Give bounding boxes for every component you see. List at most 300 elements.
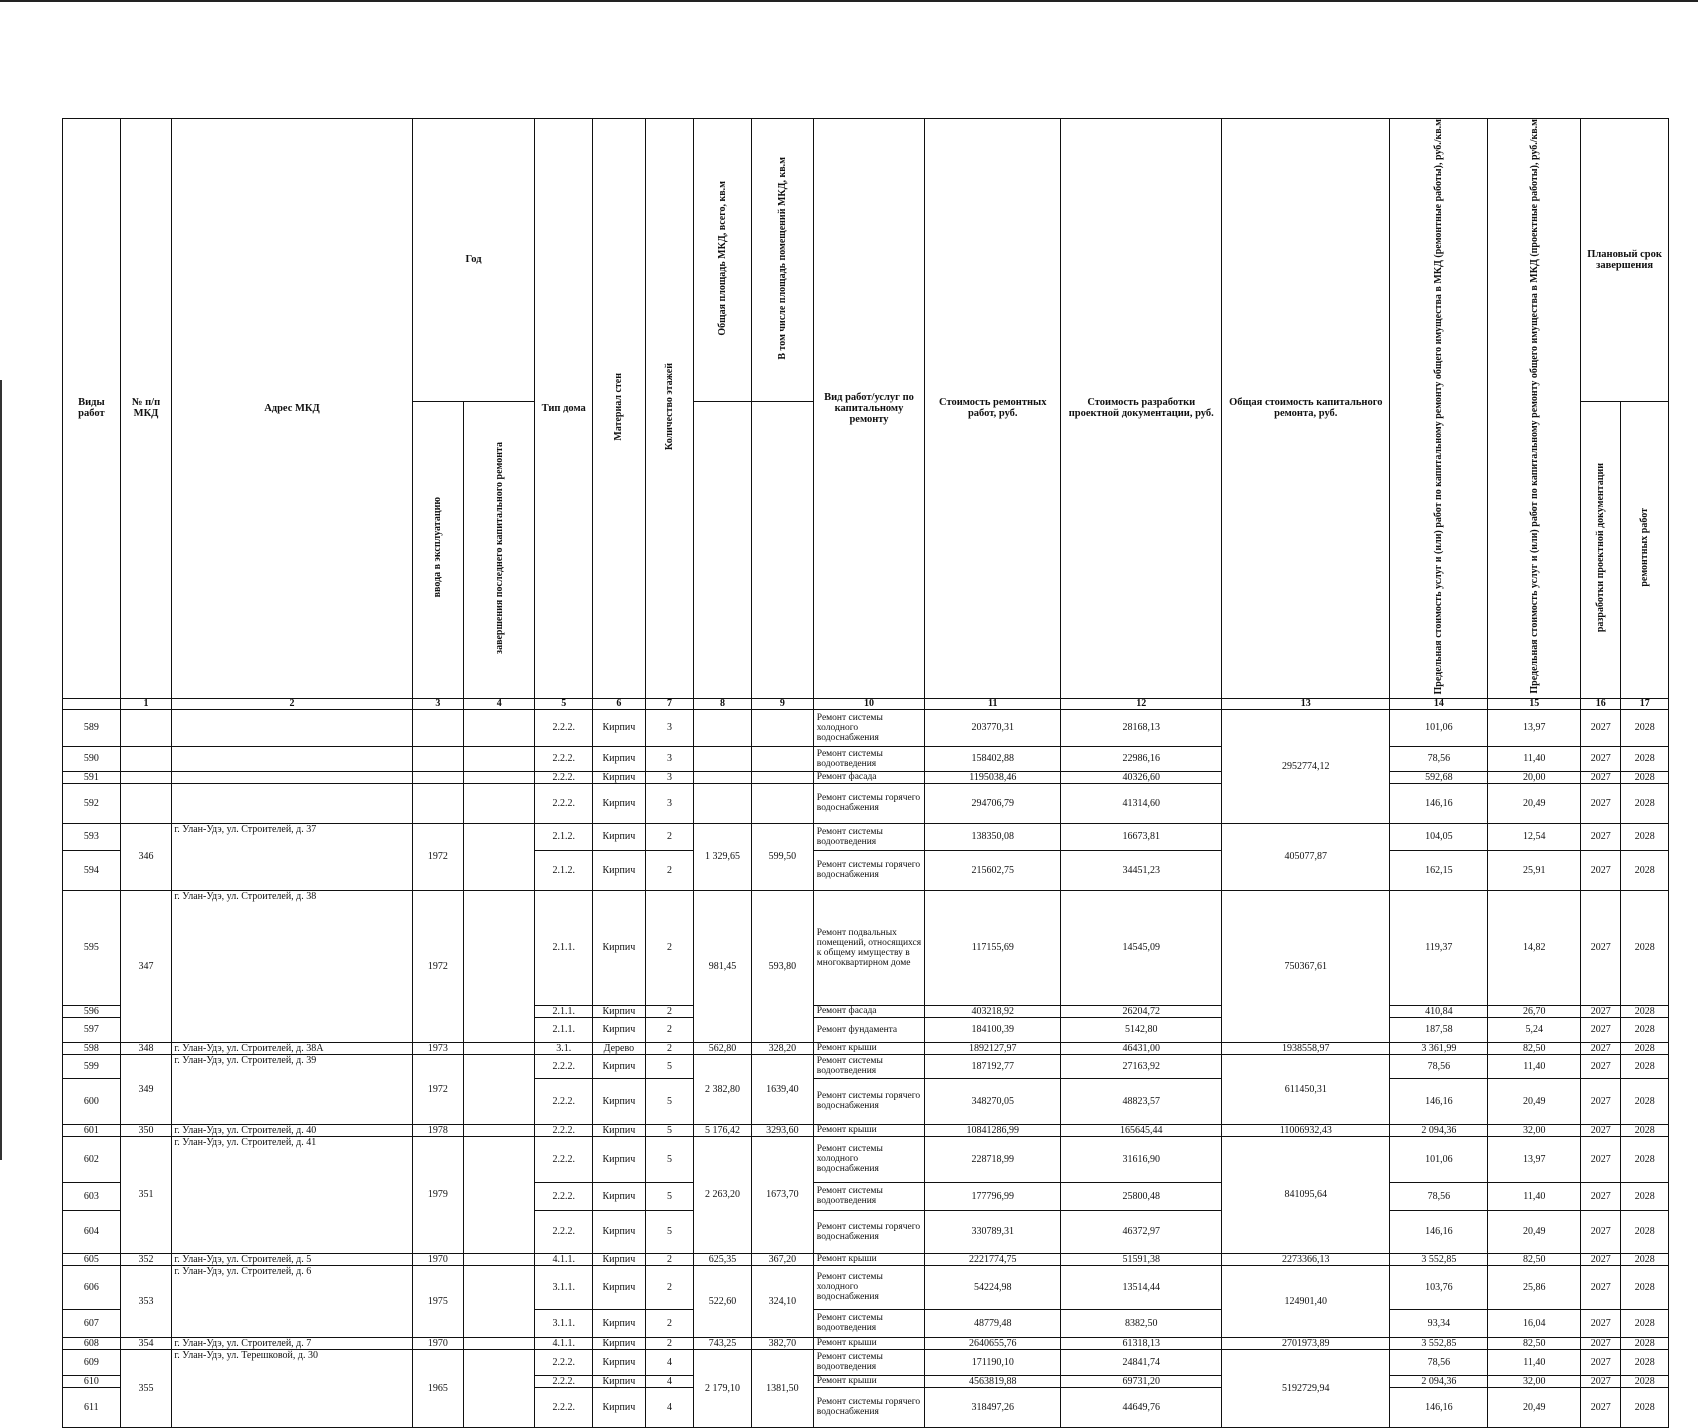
cell-cost-total: 750367,61: [1222, 890, 1390, 1042]
cell-cost-total: 2273366,13: [1222, 1253, 1390, 1265]
header-srok: Плановый срок завершения: [1581, 119, 1669, 402]
cell-area: 1 329,65: [694, 823, 752, 890]
cell-deadline-project: 2027: [1581, 783, 1621, 823]
cell-cost-repair: 117155,69: [925, 890, 1061, 1005]
cell-id: 601: [63, 1124, 121, 1136]
cell-material: Кирпич: [593, 1210, 646, 1253]
cell-type: 4.1.1.: [535, 1253, 593, 1265]
cell-work: Ремонт фундамента: [813, 1017, 924, 1042]
cell-work: Ремонт системы водоотведения: [813, 823, 924, 850]
col-number: 13: [1222, 698, 1390, 709]
cell-type: 2.2.2.: [535, 1136, 593, 1182]
table-row: [63, 1253, 1669, 1265]
cell-work: Ремонт системы водоотведения: [813, 1309, 924, 1337]
cell-type: 2.1.2.: [535, 850, 593, 890]
cell-deadline-repair: 2028: [1621, 1253, 1669, 1265]
cell-floors: 4: [645, 1387, 693, 1427]
col-number: 7: [645, 698, 693, 709]
cell-material: Кирпич: [593, 783, 646, 823]
cell-year-repair: [464, 1124, 535, 1136]
cell-id: 611: [63, 1387, 121, 1427]
cell-floors: 3: [645, 746, 693, 771]
cell-id: 598: [63, 1042, 121, 1054]
col-number: 8: [694, 698, 752, 709]
cell-limit-project: 11,40: [1488, 746, 1581, 771]
cell-type: 2.2.2.: [535, 1078, 593, 1124]
cell-year: [412, 771, 464, 783]
col-number: 6: [593, 698, 646, 709]
cell-id: 605: [63, 1253, 121, 1265]
col-number: 5: [535, 698, 593, 709]
cell-deadline-project: 2027: [1581, 850, 1621, 890]
cell-work: Ремонт системы горячего водоснабжения: [813, 1078, 924, 1124]
cell-cost-project: 61318,13: [1061, 1337, 1222, 1349]
cell-area: 743,25: [694, 1337, 752, 1349]
cell-cost-repair: 403218,92: [925, 1005, 1061, 1017]
cell-limit-project: 25,86: [1488, 1265, 1581, 1309]
cell-type: 2.2.2.: [535, 771, 593, 783]
cell-id: 606: [63, 1265, 121, 1309]
cell-limit-project: 20,49: [1488, 783, 1581, 823]
cell-cost-project: 8382,50: [1061, 1309, 1222, 1337]
cell-cost-repair: 294706,79: [925, 783, 1061, 823]
cell-deadline-project: 2027: [1581, 1337, 1621, 1349]
header-ploshad-vsego: Общая площадь МКД, всего, кв.м: [694, 119, 752, 402]
cell-cost-project: 27163,92: [1061, 1054, 1222, 1078]
capital-repair-table: [62, 118, 1669, 1428]
cell-material: Кирпич: [593, 1309, 646, 1337]
cell-limit-repair: 101,06: [1390, 709, 1488, 746]
cell-cost-repair: 1195038,46: [925, 771, 1061, 783]
cell-cost-repair: 177796,99: [925, 1182, 1061, 1210]
cell-area2: [751, 709, 813, 746]
cell-cost-total: 841095,64: [1222, 1136, 1390, 1253]
cell-year: 1972: [412, 823, 464, 890]
header-srok-proekt: разработки проектной документации: [1581, 401, 1621, 698]
cell-area: 981,45: [694, 890, 752, 1042]
cell-deadline-repair: 2028: [1621, 783, 1669, 823]
cell-type: 4.1.1.: [535, 1337, 593, 1349]
header-god: Год: [412, 119, 535, 402]
cell-deadline-project: 2027: [1581, 1017, 1621, 1042]
cell-id: 591: [63, 771, 121, 783]
cell-limit-repair: 103,76: [1390, 1265, 1488, 1309]
cell-deadline-repair: 2028: [1621, 1349, 1669, 1375]
cell-cost-project: 46372,97: [1061, 1210, 1222, 1253]
cell-year-repair: [464, 746, 535, 771]
cell-cost-project: 24841,74: [1061, 1349, 1222, 1375]
cell-limit-project: 20,49: [1488, 1210, 1581, 1253]
cell-cost-total: 11006932,43: [1222, 1124, 1390, 1136]
table-row: [63, 890, 1669, 1005]
cell-area2: 1639,40: [751, 1054, 813, 1124]
cell-work: Ремонт подвальных помещений, относящихся к общему имуществу в многоквартирном доме: [813, 890, 924, 1005]
col-number: 10: [813, 698, 924, 709]
cell-deadline-repair: 2028: [1621, 1182, 1669, 1210]
cell-id: 610: [63, 1375, 121, 1387]
header-god-remonta: завершения последнего капитального ремонта: [464, 401, 535, 698]
cell-area: [694, 783, 752, 823]
cell-type: 3.1.1.: [535, 1265, 593, 1309]
cell-num: [120, 746, 172, 771]
cell-year: 1975: [412, 1265, 464, 1337]
cell-limit-project: 12,54: [1488, 823, 1581, 850]
cell-floors: 4: [645, 1375, 693, 1387]
cell-deadline-project: 2027: [1581, 1124, 1621, 1136]
cell-limit-project: 16,04: [1488, 1309, 1581, 1337]
cell-area2: [751, 771, 813, 783]
cell-floors: 3: [645, 709, 693, 746]
cell-area2: 1673,70: [751, 1136, 813, 1253]
cell-work: Ремонт системы холодного водоснабжения: [813, 1136, 924, 1182]
cell-limit-project: 14,82: [1488, 890, 1581, 1005]
cell-year: 1965: [412, 1349, 464, 1427]
cell-addr: г. Улан-Удэ, ул. Строителей, д. 41: [172, 1136, 412, 1253]
cell-material: Кирпич: [593, 1136, 646, 1182]
cell-limit-repair: 2 094,36: [1390, 1124, 1488, 1136]
cell-floors: 5: [645, 1136, 693, 1182]
cell-area2: [751, 746, 813, 771]
cell-limit-project: 82,50: [1488, 1042, 1581, 1054]
cell-cost-repair: 228718,99: [925, 1136, 1061, 1182]
cell-material: Кирпич: [593, 1182, 646, 1210]
cell-num: 350: [120, 1124, 172, 1136]
cell-deadline-repair: 2028: [1621, 1375, 1669, 1387]
header-stoim-obshaya: Общая стоимость капитального ремонта, руб.: [1222, 119, 1390, 699]
cell-deadline-project: 2027: [1581, 1375, 1621, 1387]
cell-addr: г. Улан-Удэ, ул. Строителей, д. 5: [172, 1253, 412, 1265]
cell-floors: 5: [645, 1182, 693, 1210]
cell-year-repair: [464, 890, 535, 1042]
cell-area2: 599,50: [751, 823, 813, 890]
cell-work: Ремонт системы горячего водоснабжения: [813, 783, 924, 823]
page-top-border: [0, 0, 1698, 2]
table-row: [63, 823, 1669, 850]
cell-id: 589: [63, 709, 121, 746]
cell-num: 349: [120, 1054, 172, 1124]
table-row: [63, 1136, 1669, 1182]
cell-material: Кирпич: [593, 709, 646, 746]
cell-cost-project: 13514,44: [1061, 1265, 1222, 1309]
cell-limit-repair: 146,16: [1390, 1387, 1488, 1427]
cell-num: 352: [120, 1253, 172, 1265]
cell-area2: 324,10: [751, 1265, 813, 1337]
header-pred-proekt: Предельная стоимость услуг и (или) работ по капитальному ремонту общего имущества в МКД (проектные работы), руб./кв.м: [1488, 119, 1581, 699]
cell-floors: 2: [645, 850, 693, 890]
cell-deadline-repair: 2028: [1621, 1337, 1669, 1349]
cell-area: 522,60: [694, 1265, 752, 1337]
cell-area2: 328,20: [751, 1042, 813, 1054]
cell-floors: 2: [645, 823, 693, 850]
cell-area: 562,80: [694, 1042, 752, 1054]
header-adres: Адрес МКД: [172, 119, 412, 699]
cell-year-repair: [464, 1136, 535, 1253]
cell-area: 5 176,42: [694, 1124, 752, 1136]
cell-work: Ремонт крыши: [813, 1375, 924, 1387]
cell-deadline-repair: 2028: [1621, 771, 1669, 783]
cell-work: Ремонт системы водоотведения: [813, 746, 924, 771]
cell-work: Ремонт крыши: [813, 1124, 924, 1136]
cell-addr: [172, 771, 412, 783]
cell-limit-project: 11,40: [1488, 1349, 1581, 1375]
cell-id: 593: [63, 823, 121, 850]
cell-work: Ремонт системы горячего водоснабжения: [813, 1387, 924, 1427]
cell-year-repair: [464, 1253, 535, 1265]
cell-cost-project: 48823,57: [1061, 1078, 1222, 1124]
cell-limit-repair: 119,37: [1390, 890, 1488, 1005]
cell-limit-project: 5,24: [1488, 1017, 1581, 1042]
header-etazhi: Количество этажей: [645, 119, 693, 699]
cell-cost-project: 34451,23: [1061, 850, 1222, 890]
cell-material: Кирпич: [593, 1375, 646, 1387]
cell-year: [412, 746, 464, 771]
cell-floors: 3: [645, 771, 693, 783]
cell-deadline-project: 2027: [1581, 1387, 1621, 1427]
cell-addr: г. Улан-Удэ, ул. Строителей, д. 38А: [172, 1042, 412, 1054]
cell-area: 2 382,80: [694, 1054, 752, 1124]
cell-cost-project: 51591,38: [1061, 1253, 1222, 1265]
cell-deadline-project: 2027: [1581, 771, 1621, 783]
cell-limit-repair: 78,56: [1390, 1182, 1488, 1210]
cell-deadline-repair: 2028: [1621, 709, 1669, 746]
cell-deadline-repair: 2028: [1621, 1210, 1669, 1253]
cell-cost-repair: 318497,26: [925, 1387, 1061, 1427]
cell-limit-repair: 162,15: [1390, 850, 1488, 890]
cell-deadline-repair: 2028: [1621, 1005, 1669, 1017]
cell-deadline-repair: 2028: [1621, 1017, 1669, 1042]
cell-cost-repair: 2221774,75: [925, 1253, 1061, 1265]
header-ploshad-pomesh-sub: [751, 401, 813, 698]
cell-type: 2.2.2.: [535, 1124, 593, 1136]
cell-limit-project: 20,49: [1488, 1387, 1581, 1427]
cell-floors: 5: [645, 1124, 693, 1136]
cell-limit-repair: 146,16: [1390, 1210, 1488, 1253]
cell-cost-repair: 215602,75: [925, 850, 1061, 890]
cell-id: 604: [63, 1210, 121, 1253]
cell-deadline-project: 2027: [1581, 890, 1621, 1005]
table-row: [63, 746, 1669, 771]
cell-limit-repair: 2 094,36: [1390, 1375, 1488, 1387]
cell-cost-repair: 1892127,97: [925, 1042, 1061, 1054]
cell-type: 2.2.2.: [535, 1210, 593, 1253]
cell-cost-total: 2701973,89: [1222, 1337, 1390, 1349]
cell-type: 2.1.1.: [535, 890, 593, 1005]
cell-cost-project: 26204,72: [1061, 1005, 1222, 1017]
cell-limit-repair: 78,56: [1390, 1349, 1488, 1375]
cell-deadline-project: 2027: [1581, 709, 1621, 746]
cell-type: 2.2.2.: [535, 1375, 593, 1387]
cell-year: 1972: [412, 890, 464, 1042]
cell-area2: 3293,60: [751, 1124, 813, 1136]
cell-addr: г. Улан-Удэ, ул. Строителей, д. 37: [172, 823, 412, 890]
cell-type: 2.1.1.: [535, 1005, 593, 1017]
cell-floors: 2: [645, 1017, 693, 1042]
cell-cost-total: 5192729,94: [1222, 1349, 1390, 1427]
cell-deadline-project: 2027: [1581, 1210, 1621, 1253]
cell-type: 2.1.2.: [535, 823, 593, 850]
cell-year-repair: [464, 771, 535, 783]
cell-limit-repair: 146,16: [1390, 1078, 1488, 1124]
cell-floors: 2: [645, 1337, 693, 1349]
cell-type: 2.2.2.: [535, 1387, 593, 1427]
cell-limit-repair: 101,06: [1390, 1136, 1488, 1182]
cell-cost-repair: 138350,08: [925, 823, 1061, 850]
cell-type: 2.2.2.: [535, 709, 593, 746]
cell-year-repair: [464, 1349, 535, 1427]
cell-limit-project: 20,00: [1488, 771, 1581, 783]
cell-limit-project: 20,49: [1488, 1078, 1581, 1124]
cell-work: Ремонт крыши: [813, 1337, 924, 1349]
header-vid-rabot: Виды работ: [63, 119, 121, 699]
cell-year: 1972: [412, 1054, 464, 1124]
cell-area: [694, 746, 752, 771]
cell-id: 609: [63, 1349, 121, 1375]
cell-deadline-project: 2027: [1581, 746, 1621, 771]
cell-id: 592: [63, 783, 121, 823]
cell-area2: 1381,50: [751, 1349, 813, 1427]
cell-num: [120, 771, 172, 783]
cell-cost-project: 25800,48: [1061, 1182, 1222, 1210]
cell-material: Кирпич: [593, 1253, 646, 1265]
col-number: 4: [464, 698, 535, 709]
cell-type: 3.1.1.: [535, 1309, 593, 1337]
cell-work: Ремонт системы горячего водоснабжения: [813, 850, 924, 890]
cell-material: Кирпич: [593, 1124, 646, 1136]
table-row: [63, 771, 1669, 783]
cell-deadline-project: 2027: [1581, 1253, 1621, 1265]
cell-limit-repair: 410,84: [1390, 1005, 1488, 1017]
cell-limit-repair: 146,16: [1390, 783, 1488, 823]
cell-work: Ремонт системы холодного водоснабжения: [813, 709, 924, 746]
cell-year-repair: [464, 1054, 535, 1124]
cell-deadline-project: 2027: [1581, 1182, 1621, 1210]
cell-area: 2 179,10: [694, 1349, 752, 1427]
cell-work: Ремонт крыши: [813, 1253, 924, 1265]
col-number: 17: [1621, 698, 1669, 709]
cell-addr: [172, 746, 412, 771]
cell-deadline-project: 2027: [1581, 1042, 1621, 1054]
cell-cost-project: 5142,80: [1061, 1017, 1222, 1042]
page-left-border: [0, 380, 2, 1160]
cell-area: [694, 709, 752, 746]
cell-deadline-repair: 2028: [1621, 823, 1669, 850]
cell-cost-repair: 48779,48: [925, 1309, 1061, 1337]
cell-limit-repair: 3 552,85: [1390, 1253, 1488, 1265]
cell-num: 351: [120, 1136, 172, 1253]
cell-limit-project: 82,50: [1488, 1337, 1581, 1349]
cell-floors: 2: [645, 1309, 693, 1337]
table-row: [63, 1054, 1669, 1078]
cell-material: Кирпич: [593, 1054, 646, 1078]
cell-addr: [172, 783, 412, 823]
cell-cost-repair: 171190,10: [925, 1349, 1061, 1375]
cell-cost-project: 14545,09: [1061, 890, 1222, 1005]
table-row: [63, 1124, 1669, 1136]
cell-material: Кирпич: [593, 771, 646, 783]
cell-floors: 2: [645, 1005, 693, 1017]
cell-type: 2.2.2.: [535, 783, 593, 823]
cell-material: Кирпич: [593, 1078, 646, 1124]
cell-deadline-repair: 2028: [1621, 890, 1669, 1005]
cell-year: [412, 783, 464, 823]
cell-addr: г. Улан-Удэ, ул. Строителей, д. 7: [172, 1337, 412, 1349]
col-number: 14: [1390, 698, 1488, 709]
table-row: [63, 783, 1669, 823]
cell-id: 602: [63, 1136, 121, 1182]
cell-limit-repair: 78,56: [1390, 746, 1488, 771]
cell-cost-repair: 2640655,76: [925, 1337, 1061, 1349]
cell-limit-repair: 3 552,85: [1390, 1337, 1488, 1349]
cell-deadline-repair: 2028: [1621, 850, 1669, 890]
cell-cost-project: 165645,44: [1061, 1124, 1222, 1136]
header-stoim-remont: Стоимость ремонтных работ, руб.: [925, 119, 1061, 699]
cell-deadline-project: 2027: [1581, 1136, 1621, 1182]
cell-cost-project: 69731,20: [1061, 1375, 1222, 1387]
cell-limit-repair: 187,58: [1390, 1017, 1488, 1042]
cell-num: 355: [120, 1349, 172, 1427]
cell-type: 3.1.: [535, 1042, 593, 1054]
cell-num: 354: [120, 1337, 172, 1349]
col-number: 9: [751, 698, 813, 709]
cell-deadline-project: 2027: [1581, 1078, 1621, 1124]
cell-num: 353: [120, 1265, 172, 1337]
cell-limit-project: 82,50: [1488, 1253, 1581, 1265]
cell-id: 603: [63, 1182, 121, 1210]
cell-deadline-project: 2027: [1581, 1349, 1621, 1375]
cell-cost-total: 2952774,12: [1222, 709, 1390, 823]
cell-floors: 2: [645, 1265, 693, 1309]
cell-num: 348: [120, 1042, 172, 1054]
cell-year-repair: [464, 1042, 535, 1054]
cell-year: 1979: [412, 1136, 464, 1253]
cell-cost-repair: 184100,39: [925, 1017, 1061, 1042]
cell-cost-total: 405077,87: [1222, 823, 1390, 890]
cell-area: 2 263,20: [694, 1136, 752, 1253]
cell-year-repair: [464, 709, 535, 746]
cell-work: Ремонт фасада: [813, 1005, 924, 1017]
table-row: [63, 1349, 1669, 1375]
header-srok-remont: ремонтных работ: [1621, 401, 1669, 698]
cell-cost-repair: 203770,31: [925, 709, 1061, 746]
cell-floors: 2: [645, 1042, 693, 1054]
cell-work: Ремонт крыши: [813, 1042, 924, 1054]
cell-material: Кирпич: [593, 746, 646, 771]
table-row: [63, 1265, 1669, 1309]
cell-limit-project: 13,97: [1488, 709, 1581, 746]
cell-cost-project: 28168,13: [1061, 709, 1222, 746]
cell-addr: [172, 709, 412, 746]
col-number: 15: [1488, 698, 1581, 709]
cell-work: Ремонт системы водоотведения: [813, 1349, 924, 1375]
cell-id: 590: [63, 746, 121, 771]
cell-material: Кирпич: [593, 890, 646, 1005]
header-tip-doma: Тип дома: [535, 119, 593, 699]
col-number-blank: [63, 698, 121, 709]
cell-floors: 5: [645, 1078, 693, 1124]
cell-limit-repair: 93,34: [1390, 1309, 1488, 1337]
cell-material: Кирпич: [593, 850, 646, 890]
cell-deadline-repair: 2028: [1621, 1387, 1669, 1427]
cell-id: 600: [63, 1078, 121, 1124]
cell-type: 2.2.2.: [535, 1182, 593, 1210]
cell-floors: 5: [645, 1210, 693, 1253]
cell-year-repair: [464, 783, 535, 823]
cell-cost-total: 1938558,97: [1222, 1042, 1390, 1054]
cell-material: Кирпич: [593, 1337, 646, 1349]
cell-cost-project: 22986,16: [1061, 746, 1222, 771]
cell-deadline-project: 2027: [1581, 1309, 1621, 1337]
header-god-vvoda: ввода в эксплуатацию: [412, 401, 464, 698]
